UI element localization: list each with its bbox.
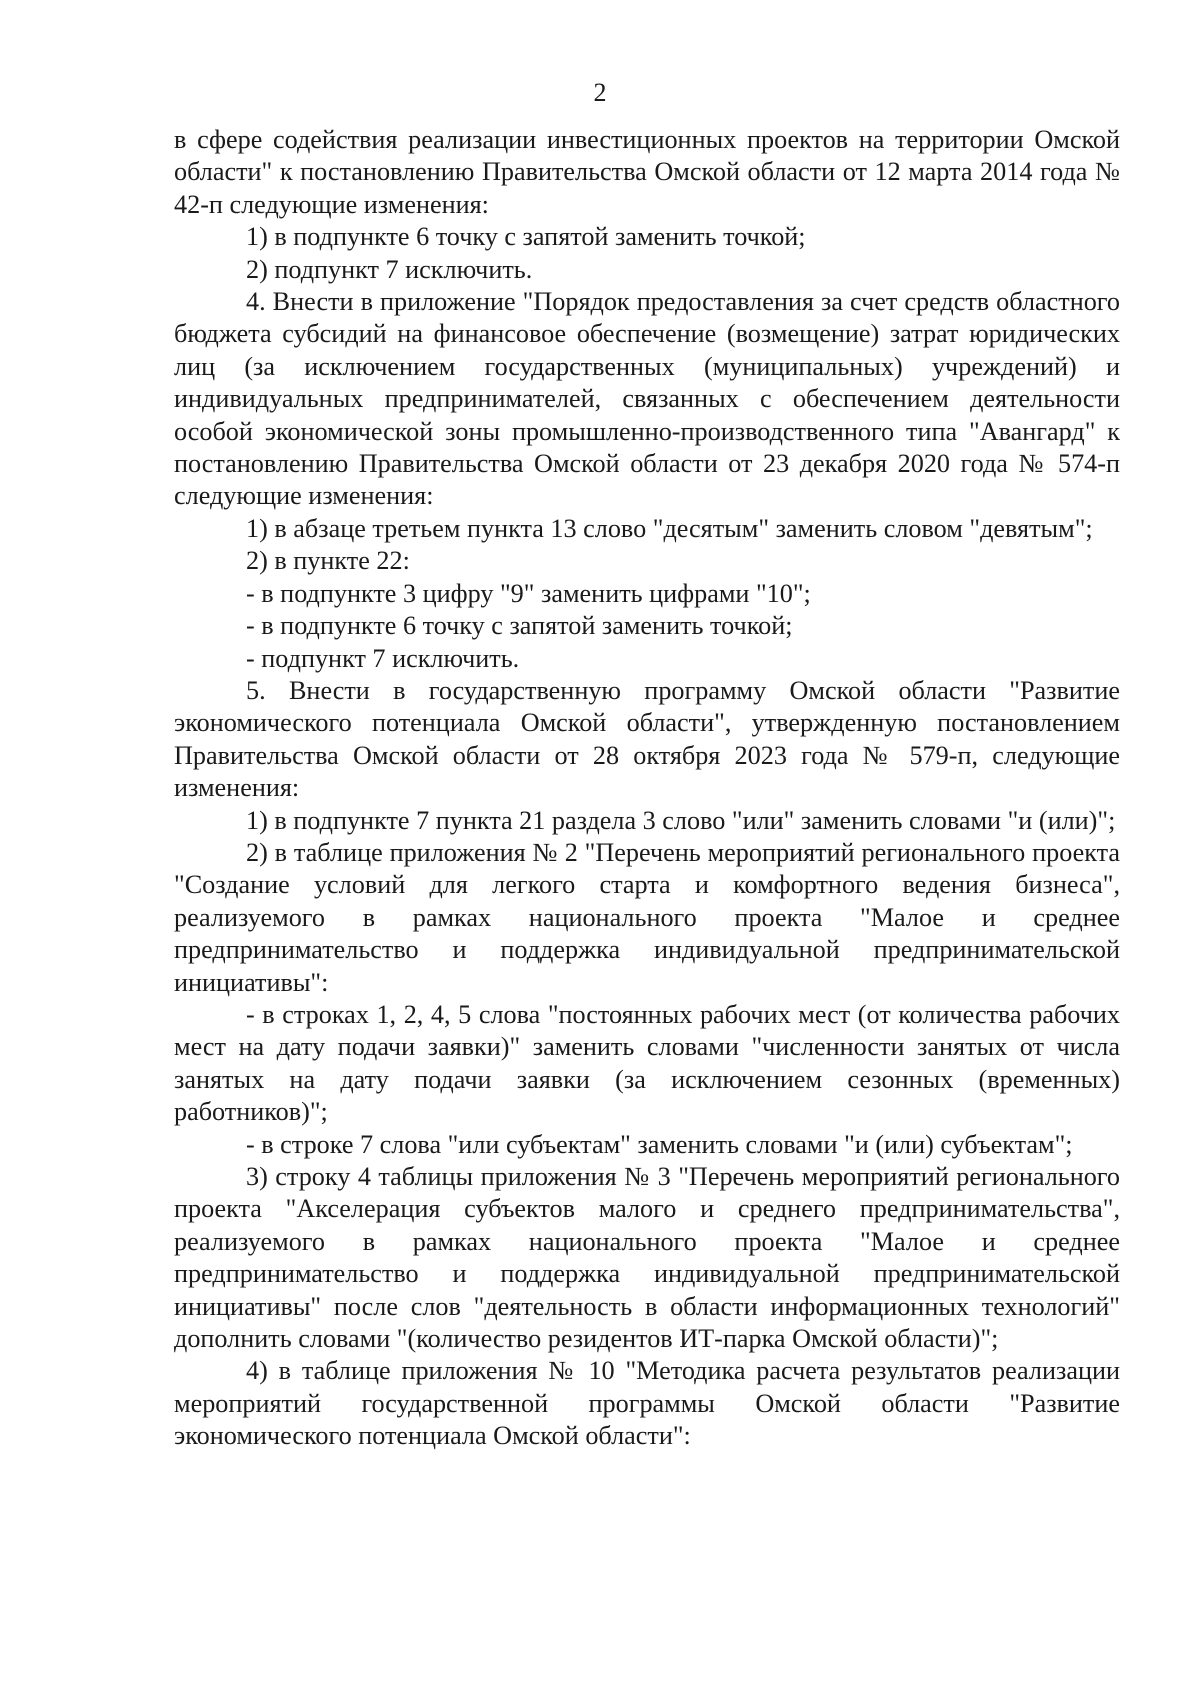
paragraph: 4. Внести в приложение "Порядок предоставления за счет средств областного бюджета субсидий на финансовое обеспечение (возмещение) затрат юридических лиц (за исключением государственных (муниципальных) учреждений) и индивидуальных предпринимателей, связанных с обеспечением деятельности особой экономической зоны промышленно-производственного типа "Авангард" к постановлению Правительства Омской области от 23 декабря 2020 года № 574-п следующие изменения: — [174, 287, 1120, 511]
paragraph: 3) строку 4 таблицы приложения № 3 "Перечень мероприятий регионального проекта "Акселерация субъектов малого и среднего предпринимательства", реализуемого в рамках национального проекта "Малое и среднее предпринимательство и поддержка индивидуальной предпринимательской инициативы" после слов "деятельность в области информационных технологий" дополнить словами "(количество резидентов ИТ-парка Омской области)"; — [174, 1162, 1120, 1354]
paragraph: в сфере содействия реализации инвестиционных проектов на территории Омской области" к постановлению Правительства Омской области от 12 марта 2014 года № 42-п следующие изменения: — [174, 125, 1120, 219]
page-number: 2 — [593, 78, 607, 107]
paragraph: 1) в подпункте 6 точку с запятой заменить точкой; — [246, 222, 806, 252]
paragraph: - в подпункте 6 точку с запятой заменить точкой; — [246, 611, 793, 641]
document-body — [174, 124, 1120, 1453]
paragraph: 4) в таблице приложения № 10 "Методика расчета результатов реализации мероприятий государственной программы Омской области "Развитие экономического потенциала Омской области": — [174, 1356, 1120, 1451]
paragraph: 5. Внести в государственную программу Омской области "Развитие экономического потенциала Омской области", утвержденную постановлением Правительства Омской области от 28 октября 2023 года № 579-п, следующие изменения: — [174, 675, 1120, 803]
paragraph: 1) в подпункте 7 пункта 21 раздела 3 слово "или" заменить словами "и (или)"; — [246, 805, 1116, 835]
paragraph: - в строках 1, 2, 4, 5 слова "постоянных рабочих мест (от количества рабочих мест на дату подачи заявки)" заменить словами "численности занятых от числа занятых на дату подачи заявки (за исключением сезонных (временных) работников)"; — [174, 999, 1120, 1127]
paragraph: - в строке 7 слова "или субъектам" заменить словами "и (или) субъектам"; — [246, 1129, 1073, 1159]
paragraph: - подпункт 7 исключить. — [246, 643, 520, 673]
paragraph: 2) подпункт 7 исключить. — [246, 254, 533, 284]
paragraph: 2) в таблице приложения № 2 "Перечень мероприятий регионального проекта "Создание условий для легкого старта и комфортного ведения бизнеса", реализуемого в рамках национального проекта "Малое и среднее предпринимательство и поддержка индивидуальной предпринимательской инициативы": — [174, 837, 1120, 997]
paragraph: 2) в пункте 22: — [246, 546, 410, 576]
paragraph: 1) в абзаце третьем пункта 13 слово "десятым" заменить словом "девятым"; — [246, 513, 1093, 543]
paragraph: - в подпункте 3 цифру "9" заменить цифрами "10"; — [246, 578, 811, 608]
